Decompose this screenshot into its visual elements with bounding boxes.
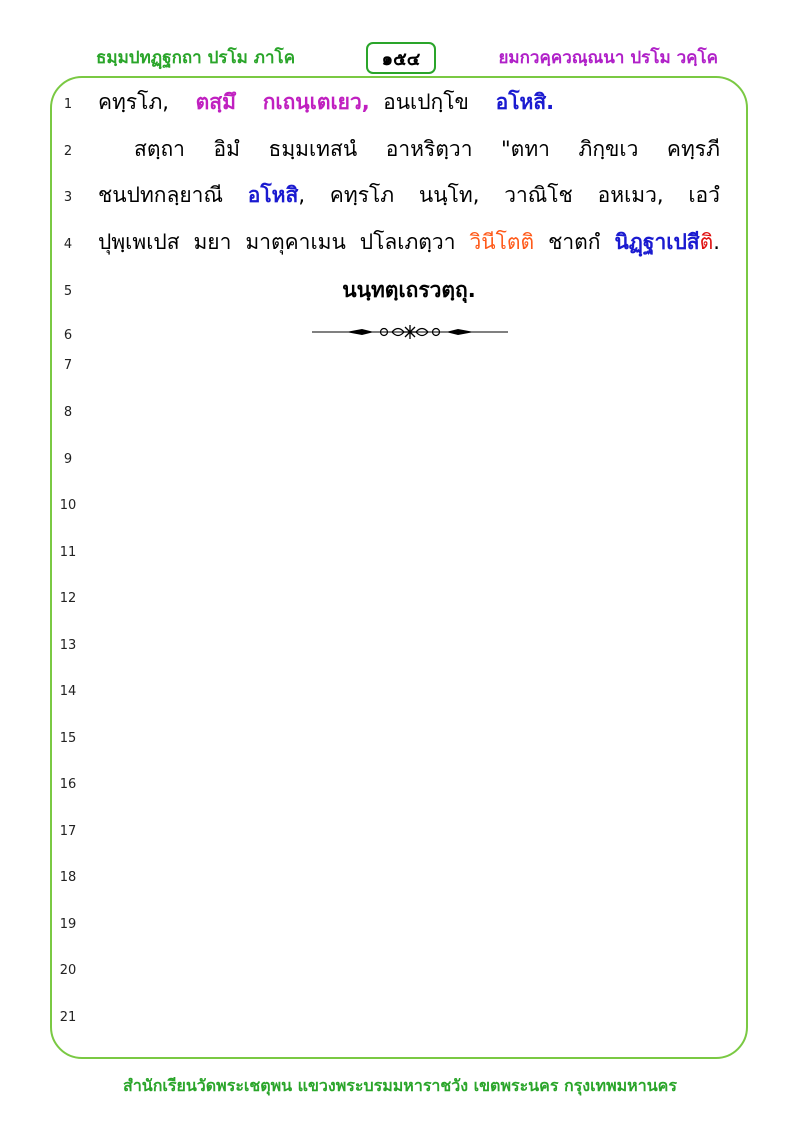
word: คทฺรภี — [666, 137, 720, 161]
page-frame — [50, 76, 748, 1059]
text-line-1 — [98, 87, 720, 117]
word-highlight-magenta: กเถนฺเตเยว, — [262, 90, 370, 114]
word: เอวํ — [688, 183, 720, 207]
header-book-title: ธมฺมปทฏฺฐกถา ปรโม ภาโค — [96, 48, 296, 68]
line-number: 10 — [59, 498, 77, 513]
word-highlight-red: ติ — [699, 230, 714, 254]
period: . — [713, 230, 720, 254]
word: นนฺโท, — [418, 183, 480, 207]
word: "ตทา — [501, 137, 550, 161]
word: ภิกฺขเว — [578, 137, 639, 161]
word: คทฺรโภ, — [98, 90, 169, 114]
word: มยา — [193, 230, 232, 254]
word-highlight-orange: วินีโตติ — [469, 230, 535, 254]
line-number: 5 — [63, 284, 73, 299]
line-number: 9 — [63, 452, 73, 467]
page-number: ๑๕๔ — [366, 42, 436, 74]
line-number: 15 — [59, 731, 77, 746]
comma: , — [298, 183, 305, 207]
line-number: 11 — [59, 545, 77, 560]
word: คทฺรโภ — [329, 183, 395, 207]
word: อนเปกฺโข — [383, 90, 469, 114]
line-number: 3 — [63, 190, 73, 205]
line-number: 17 — [59, 824, 77, 839]
line-number: 6 — [63, 328, 73, 343]
word-highlight-blue: อโหสิ. — [495, 90, 555, 114]
line-number: 16 — [59, 777, 77, 792]
word: ปุพฺเพเปส — [98, 230, 180, 254]
line-number: 14 — [59, 684, 77, 699]
line-number: 8 — [63, 405, 73, 420]
word: อิมํ — [213, 137, 240, 161]
word: สตฺถา — [134, 137, 185, 161]
line-number: 4 — [63, 237, 73, 252]
story-title: นนฺทตฺเถรวตฺถุ. — [342, 278, 476, 302]
word-highlight-blue: นิฏฺฐาเปสี — [614, 230, 700, 254]
word: ปโลเภตฺวา — [359, 230, 456, 254]
line-number: 19 — [59, 917, 77, 932]
line-number: 18 — [59, 870, 77, 885]
word-highlight-magenta: ตสฺมึ — [195, 90, 236, 114]
word: อาหริตฺวา — [385, 137, 473, 161]
word: ชาตกํ — [548, 230, 601, 254]
line-number: 1 — [63, 97, 73, 112]
line-number: 13 — [59, 638, 77, 653]
word-highlight-blue: อโหสิ — [247, 183, 299, 207]
line-number: 12 — [59, 591, 77, 606]
line-number: 2 — [63, 144, 73, 159]
word: อหเมว, — [597, 183, 664, 207]
line-number: 20 — [59, 963, 77, 978]
footer-institution: สำนักเรียนวัดพระเชตุพน แขวงพระบรมมหาราชวัง เขตพระนคร กรุงเทพมหานคร — [123, 1076, 677, 1095]
word: วาณิโช — [504, 183, 573, 207]
word: ธมฺมเทสนํ — [268, 137, 358, 161]
header-chapter-title: ยมกวคฺควณฺณนา ปรโม วคฺโค — [498, 48, 718, 68]
word: มาตุคาเมน — [245, 230, 346, 254]
ornament-divider-icon — [312, 322, 508, 342]
word: ชนปทกลฺยาณี — [98, 183, 223, 207]
text-line-3 — [98, 180, 720, 210]
text-line-2 — [134, 134, 720, 164]
line-number: 21 — [59, 1010, 77, 1025]
line-number: 7 — [63, 358, 73, 373]
text-line-4 — [98, 227, 720, 257]
